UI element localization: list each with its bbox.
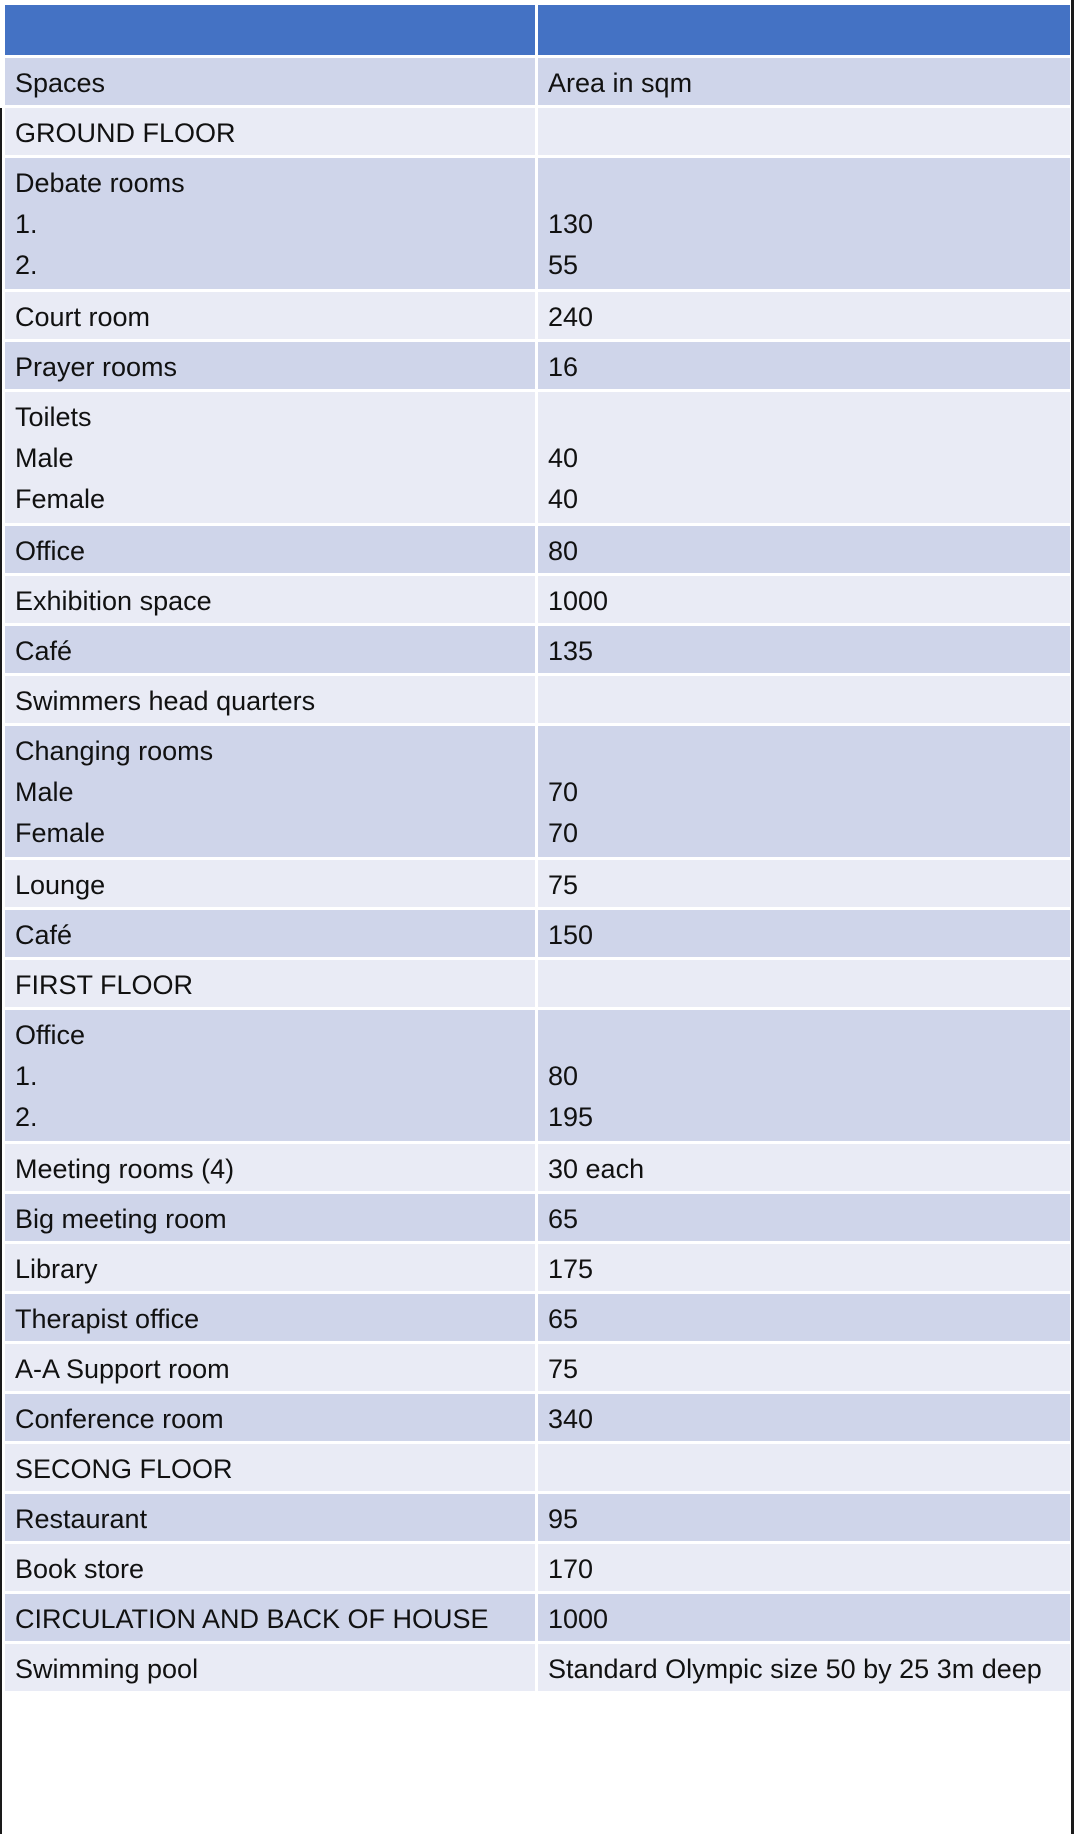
table-row bbox=[4, 391, 1072, 525]
area-cell-text: 195 bbox=[548, 1102, 594, 1132]
area-cell bbox=[537, 1243, 1072, 1293]
area-cell-text bbox=[548, 1015, 1060, 1056]
table-row bbox=[4, 859, 1072, 909]
area-cell bbox=[537, 859, 1072, 909]
area-cell-text: 175 bbox=[548, 1254, 594, 1284]
area-cell bbox=[537, 391, 1072, 525]
area-cell bbox=[537, 341, 1072, 391]
area-cell-text: 1000 bbox=[548, 1604, 609, 1634]
space-cell-text: Exhibition space bbox=[15, 586, 212, 616]
space-cell bbox=[4, 1493, 537, 1543]
area-cell-text: 75 bbox=[548, 1354, 579, 1384]
table-row bbox=[4, 625, 1072, 675]
table-body bbox=[4, 4, 1072, 1693]
header-cell-area bbox=[537, 4, 1072, 57]
space-cell-text: 1. bbox=[15, 1061, 38, 1091]
area-cell bbox=[537, 1343, 1072, 1393]
area-cell bbox=[537, 1593, 1072, 1643]
table-row bbox=[4, 157, 1072, 291]
area-cell bbox=[537, 1443, 1072, 1493]
area-cell bbox=[537, 1293, 1072, 1343]
table-row bbox=[4, 675, 1072, 725]
space-cell-text: Café bbox=[15, 920, 73, 950]
space-cell-text: A-A Support room bbox=[15, 1354, 230, 1384]
table-row bbox=[4, 341, 1072, 391]
space-cell bbox=[4, 341, 537, 391]
area-cell-text: 70 bbox=[548, 818, 579, 848]
area-cell-text: 16 bbox=[548, 352, 579, 382]
space-cell bbox=[4, 107, 537, 157]
area-cell-text: 95 bbox=[548, 1504, 579, 1534]
space-cell-text: Male bbox=[15, 777, 74, 807]
table-left-border bbox=[0, 108, 2, 1834]
table-row bbox=[4, 1443, 1072, 1493]
table-row bbox=[4, 575, 1072, 625]
area-cell-text: 130 bbox=[548, 209, 594, 239]
table-row bbox=[4, 291, 1072, 341]
space-cell bbox=[4, 859, 537, 909]
area-cell-text: 70 bbox=[548, 777, 579, 807]
table-row bbox=[4, 1243, 1072, 1293]
table-row bbox=[4, 107, 1072, 157]
table-row bbox=[4, 1643, 1072, 1693]
area-cell-text: 75 bbox=[548, 870, 579, 900]
area-cell bbox=[537, 575, 1072, 625]
space-cell-text: 2. bbox=[15, 1102, 38, 1132]
space-cell-text: Office bbox=[15, 536, 86, 566]
space-cell bbox=[4, 909, 537, 959]
space-cell-text: Toilets bbox=[15, 402, 92, 432]
space-cell-text: Female bbox=[15, 484, 106, 514]
space-cell bbox=[4, 57, 537, 107]
space-cell-text: Big meeting room bbox=[15, 1204, 227, 1234]
space-cell-text: GROUND FLOOR bbox=[15, 118, 236, 148]
space-area-table bbox=[2, 2, 1073, 1694]
area-cell-text: 55 bbox=[548, 250, 579, 280]
area-cell-text bbox=[548, 965, 1060, 1006]
area-cell bbox=[537, 1493, 1072, 1543]
area-cell bbox=[537, 1393, 1072, 1443]
table-row bbox=[4, 725, 1072, 859]
area-cell-text: 65 bbox=[548, 1204, 579, 1234]
space-cell-text: Prayer rooms bbox=[15, 352, 178, 382]
space-cell bbox=[4, 1593, 537, 1643]
table-row bbox=[4, 525, 1072, 575]
area-cell bbox=[537, 625, 1072, 675]
area-cell bbox=[537, 1643, 1072, 1693]
space-cell-text: Lounge bbox=[15, 870, 106, 900]
area-cell-text: 150 bbox=[548, 920, 594, 950]
area-cell bbox=[537, 675, 1072, 725]
space-cell-text: CIRCULATION AND BACK OF HOUSE bbox=[15, 1604, 489, 1634]
space-cell bbox=[4, 1443, 537, 1493]
space-cell bbox=[4, 575, 537, 625]
table-row bbox=[4, 1009, 1072, 1143]
area-cell bbox=[537, 1543, 1072, 1593]
space-cell-text: Debate rooms bbox=[15, 168, 185, 198]
table-row bbox=[4, 57, 1072, 107]
area-cell-text bbox=[548, 681, 1060, 722]
area-cell bbox=[537, 291, 1072, 341]
table-row bbox=[4, 1393, 1072, 1443]
space-cell bbox=[4, 391, 537, 525]
area-cell bbox=[537, 725, 1072, 859]
area-cell-text bbox=[548, 1449, 1060, 1490]
area-cell bbox=[537, 525, 1072, 575]
area-cell bbox=[537, 57, 1072, 107]
area-cell-text: 170 bbox=[548, 1554, 594, 1584]
area-cell-text bbox=[548, 397, 1060, 438]
space-cell bbox=[4, 1009, 537, 1143]
area-cell-text: 80 bbox=[548, 536, 579, 566]
area-cell-text bbox=[548, 731, 1060, 772]
table-row bbox=[4, 1543, 1072, 1593]
area-cell bbox=[537, 1009, 1072, 1143]
table-row bbox=[4, 1143, 1072, 1193]
space-cell bbox=[4, 1143, 537, 1193]
space-cell-text: Book store bbox=[15, 1554, 145, 1584]
area-cell-text: 30 each bbox=[548, 1154, 645, 1184]
space-cell bbox=[4, 1543, 537, 1593]
area-cell-text: 340 bbox=[548, 1404, 594, 1434]
space-cell-text: Court room bbox=[15, 302, 151, 332]
table-row bbox=[4, 959, 1072, 1009]
space-cell-text: Female bbox=[15, 818, 106, 848]
area-cell-text: 135 bbox=[548, 636, 594, 666]
area-cell bbox=[537, 959, 1072, 1009]
space-cell-text: Café bbox=[15, 636, 73, 666]
table-row bbox=[4, 1493, 1072, 1543]
space-cell bbox=[4, 1643, 537, 1693]
space-cell bbox=[4, 291, 537, 341]
space-cell bbox=[4, 625, 537, 675]
area-cell bbox=[537, 1143, 1072, 1193]
space-cell bbox=[4, 1243, 537, 1293]
space-cell bbox=[4, 675, 537, 725]
space-cell bbox=[4, 1343, 537, 1393]
space-cell-text: Conference room bbox=[15, 1404, 224, 1434]
space-cell-text: Male bbox=[15, 443, 74, 473]
table-row bbox=[4, 1193, 1072, 1243]
space-cell-text: FIRST FLOOR bbox=[15, 970, 194, 1000]
area-cell bbox=[537, 909, 1072, 959]
area-cell bbox=[537, 1193, 1072, 1243]
area-cell-text: 40 bbox=[548, 443, 579, 473]
space-cell-text: Restaurant bbox=[15, 1504, 148, 1534]
space-cell bbox=[4, 725, 537, 859]
table-row bbox=[4, 909, 1072, 959]
space-cell-text: Office bbox=[15, 1020, 86, 1050]
space-cell-text: 2. bbox=[15, 250, 38, 280]
area-cell bbox=[537, 157, 1072, 291]
area-cell-text: 65 bbox=[548, 1304, 579, 1334]
area-cell-text bbox=[548, 113, 1060, 154]
area-cell-text: Area in sqm bbox=[548, 68, 693, 98]
area-cell-text: Standard Olympic size 50 by 25 3m deep bbox=[548, 1654, 1042, 1684]
space-cell-text: Changing rooms bbox=[15, 736, 214, 766]
area-cell-text: 1000 bbox=[548, 586, 609, 616]
table-row bbox=[4, 1343, 1072, 1393]
area-cell-text bbox=[548, 163, 1060, 204]
space-cell-text: Therapist office bbox=[15, 1304, 200, 1334]
area-cell-text: 40 bbox=[548, 484, 579, 514]
space-cell bbox=[4, 959, 537, 1009]
space-cell bbox=[4, 1293, 537, 1343]
table-header-row bbox=[4, 4, 1072, 57]
space-cell-text: Library bbox=[15, 1254, 98, 1284]
table-row bbox=[4, 1293, 1072, 1343]
space-cell bbox=[4, 525, 537, 575]
space-cell-text: Swimming pool bbox=[15, 1654, 199, 1684]
space-cell-text: Swimmers head quarters bbox=[15, 686, 316, 716]
space-cell-text: 1. bbox=[15, 209, 38, 239]
area-cell-text: 240 bbox=[548, 302, 594, 332]
table-row bbox=[4, 1593, 1072, 1643]
space-cell bbox=[4, 1193, 537, 1243]
space-cell-text: Meeting rooms (4) bbox=[15, 1154, 235, 1184]
space-cell-text: SECONG FLOOR bbox=[15, 1454, 233, 1484]
header-cell-spaces bbox=[4, 4, 537, 57]
area-cell bbox=[537, 107, 1072, 157]
space-cell-text: Spaces bbox=[15, 68, 106, 98]
space-cell bbox=[4, 1393, 537, 1443]
space-cell bbox=[4, 157, 537, 291]
area-cell-text: 80 bbox=[548, 1061, 579, 1091]
